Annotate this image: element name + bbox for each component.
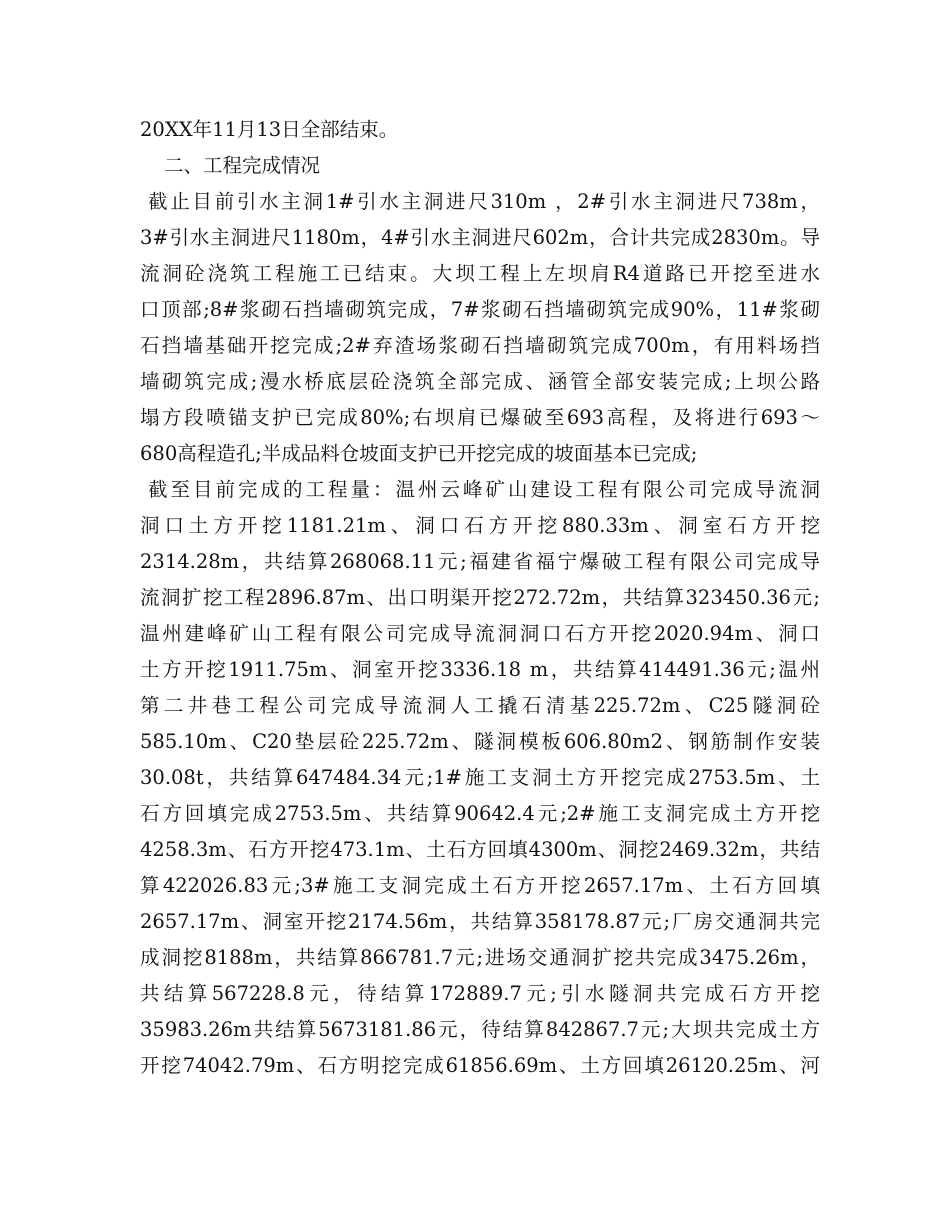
paragraph-line: 石方回填完成2753.5m、共结算90642.4元;2#施工支洞完成土方开挖: [140, 802, 820, 825]
paragraph-line: 口顶部;8#浆砌石挡墙砌筑完成，7#浆砌石挡墙砌筑完成90%，11#浆砌: [140, 298, 820, 321]
paragraph-line: 洞口土方开挖1181.21m、洞口石方开挖880.33m、洞室石方开挖: [140, 514, 820, 537]
paragraph-line: 流洞砼浇筑工程施工已结束。大坝工程上左坝肩R4道路已开挖至进水: [140, 262, 820, 285]
paragraph-line: 土方开挖1911.75m、洞室开挖3336.18 m，共结算414491.36元;温州: [140, 658, 820, 681]
paragraph-line: 墙砌筑完成;漫水桥底层砼浇筑全部完成、涵管全部安装完成;上坝公路: [140, 370, 820, 393]
paragraph-line: 585.10m、C20垫层砼225.72m、隧洞模板606.80m2、钢筋制作安装: [140, 730, 820, 753]
paragraph-line: 成洞挖8188m，共结算866781.7元;进场交通洞扩挖共完成3475.26m，: [140, 946, 820, 969]
paragraph-line: 温州建峰矿山工程有限公司完成导流洞洞口石方开挖2020.94m、洞口: [140, 622, 820, 645]
paragraph-line: 680高程造孔;半成品料仓坡面支护已开挖完成的坡面基本已完成;: [140, 442, 698, 465]
paragraph-line: 开挖74042.79m、石方明挖完成61856.69m、土方回填26120.25m、河: [140, 1054, 820, 1077]
paragraph-line: 第二井巷工程公司完成导流洞人工撬石清基225.72m、C25隧洞砼: [140, 694, 820, 717]
paragraph-line: 2314.28m，共结算268068.11元;福建省福宁爆破工程有限公司完成导: [140, 550, 820, 573]
paragraph-line: 共结算567228.8元，待结算172889.7元;引水隧洞共完成石方开挖: [140, 982, 820, 1005]
paragraph-line: 4258.3m、石方开挖473.1m、土石方回填4300m、洞挖2469.32m，共结: [140, 838, 820, 861]
section-heading: 二、工程完成情况: [164, 154, 321, 177]
paragraph-line: 塌方段喷锚支护已完成80%;右坝肩已爆破至693高程，及将进行693～: [140, 406, 820, 429]
paragraph-line: 2657.17m、洞室开挖2174.56m，共结算358178.87元;厂房交通洞共完: [140, 910, 820, 933]
paragraph-line: 3#引水主洞进尺1180m，4#引水主洞进尺602m，合计共完成2830m。导: [140, 226, 820, 249]
paragraph-line: 流洞扩挖工程2896.87m、出口明渠开挖272.72m，共结算323450.36元;: [140, 586, 820, 609]
paragraph-line: 35983.26m共结算5673181.86元，待结算842867.7元;大坝共完成土方: [140, 1018, 820, 1041]
paragraph-line: 截止目前引水主洞1#引水主洞进尺310m ，2#引水主洞进尺738m，: [148, 190, 820, 213]
paragraph-line: 20XX年11月13日全部结束。: [140, 118, 399, 141]
paragraph-line: 石挡墙基础开挖完成;2#弃渣场浆砌石挡墙砌筑完成700m，有用料场挡: [140, 334, 820, 357]
paragraph-line: 30.08t，共结算647484.34元;1#施工支洞土方开挖完成2753.5m、土: [140, 766, 820, 789]
paragraph-line: 截至目前完成的工程量：温州云峰矿山建设工程有限公司完成导流洞: [148, 478, 820, 501]
paragraph-line: 算422026.83元;3#施工支洞完成土石方开挖2657.17m、土石方回填: [140, 874, 820, 897]
